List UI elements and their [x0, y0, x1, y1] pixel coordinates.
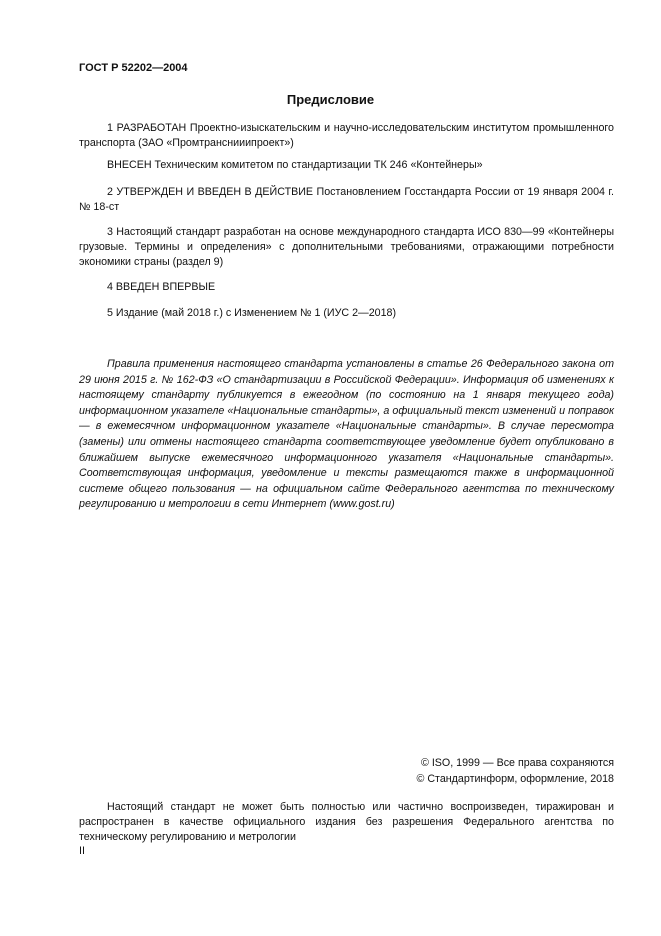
preface-item-4 — [79, 280, 614, 295]
document-code: ГОСТ Р 52202—2004 — [79, 62, 188, 74]
application-rules-notice — [79, 357, 614, 513]
copyright-standartinform: © Стандартинформ, оформление, 2018 — [416, 773, 614, 785]
preface-title: Предисловие — [286, 92, 375, 107]
preface-item-2 — [79, 185, 614, 215]
preface-item-3-text: 3 Настоящий стандарт разработан на основе международного стандарта ИСО 830—99 «Контейнеры грузовые. Термины и определения» с дополнительными требованиями, отражающими потребности экономики страны (раздел 9) — [79, 226, 614, 268]
preface-item-submitted — [79, 158, 614, 173]
preface-item-1 — [79, 121, 614, 151]
reproduction-notice-text: Настоящий стандарт не может быть полностью или частично воспроизведен, тиражирован и распространен в качестве официального издания без разрешения Федерального агентства по техническому регулированию и метрологии — [79, 801, 614, 843]
preface-item-3 — [79, 225, 614, 270]
preface-item-4-text: 4 ВВЕДЕН ВПЕРВЫЕ — [107, 281, 216, 293]
preface-item-submitted-text: ВНЕСЕН Техническим комитетом по стандартизации ТК 246 «Контейнеры» — [107, 159, 483, 171]
preface-item-5 — [79, 306, 614, 321]
reproduction-notice — [79, 800, 614, 845]
application-rules-text: Правила применения настоящего стандарта установлены в статье 26 Федерального закона от 29 июня 2015 г. № 162-ФЗ «О стандартизации в Российской Федерации». Информация об изменениях к настоящему стандарту публикуется в ежегодном (по состоянию на 1 января текущего года) информационном указателе «Национальные стандарты», а официальный текст изменений и поправок — в ежемесячном информационном указателе «Национальные стандарты». В случае пересмотра (замены) или отмены настоящего стандарта соответствующее уведомление будет опубликовано в ближайшем выпуске ежемесячного информационного указателя «Национальные стандарты». Соответствующая информация, уведомление и тексты размещаются также в информационной системе общего пользования — на официальном сайте Федерального агентства по техническому регулированию и метрологии в сети Интернет (www.gost.ru) — [79, 358, 614, 511]
copyright-iso: © ISO, 1999 — Все права сохраняются — [420, 757, 614, 769]
page-number: II — [79, 845, 85, 857]
preface-item-2-text: 2 УТВЕРЖДЕН И ВВЕДЕН В ДЕЙСТВИЕ Постановлением Госстандарта России от 19 января 2004 г. № 18-ст — [79, 186, 614, 213]
preface-item-1-text: 1 РАЗРАБОТАН Проектно-изыскательским и научно-исследовательским институтом промышленного транспорта (ЗАО «Промтранснииипроект») — [79, 122, 614, 149]
preface-item-5-text: 5 Издание (май 2018 г.) с Изменением № 1 (ИУС 2—2018) — [107, 307, 397, 319]
